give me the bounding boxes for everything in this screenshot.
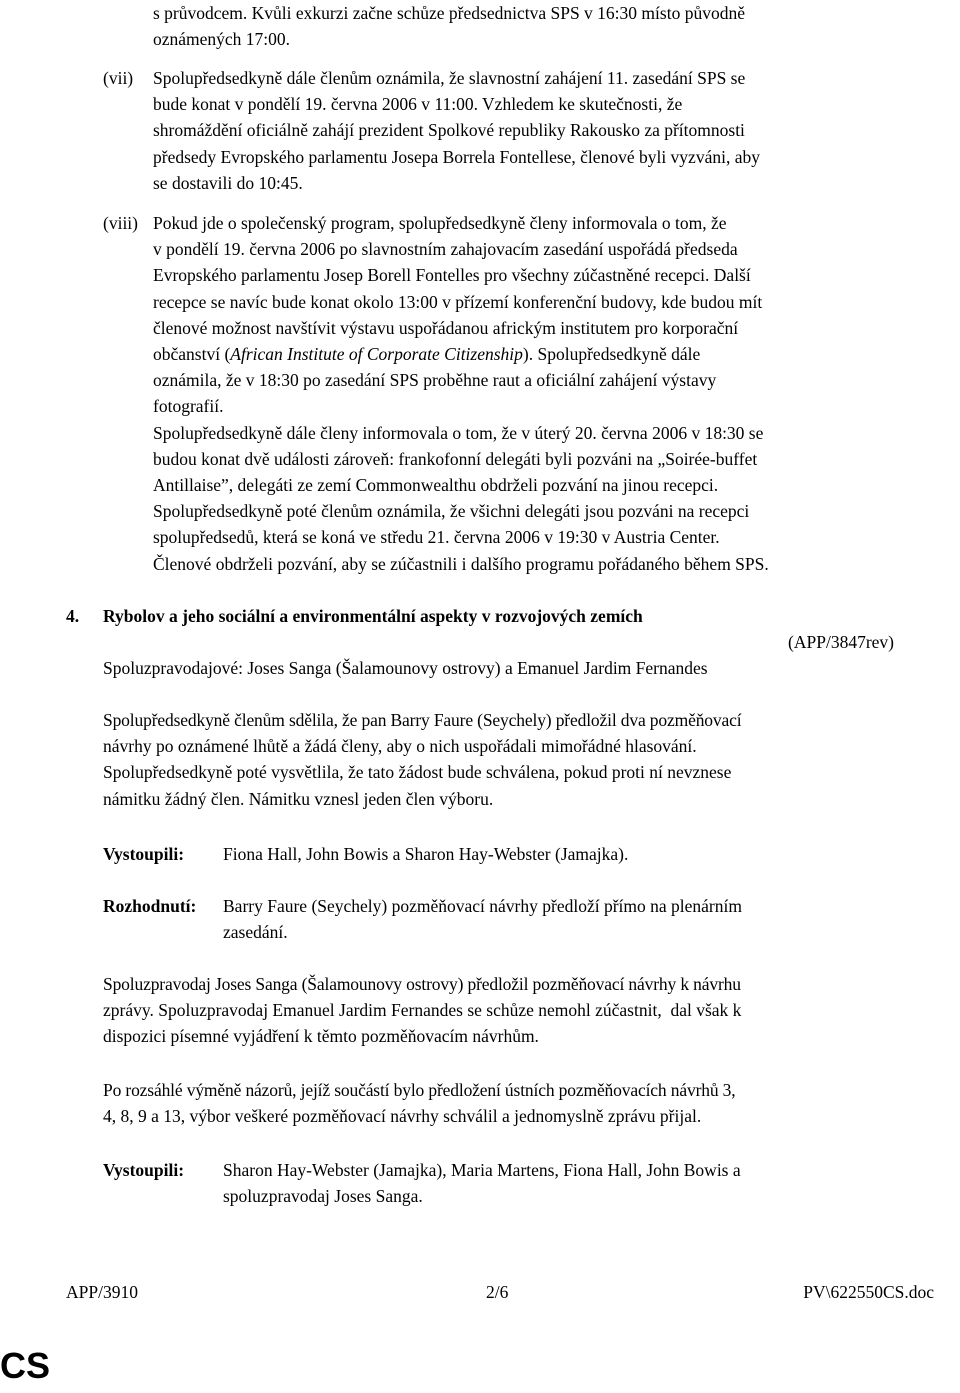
section-title: Rybolov a jeho sociální a environmentální aspekty v rozvojových zemích [103, 606, 643, 626]
text-fragment: občanství ( [153, 344, 231, 365]
text-line: námitku žádný člen. Námitku vznesl jeden člen výboru. [103, 788, 494, 809]
text-line: Spoluzpravodaj Joses Sanga (Šalamounovy ostrovy) předložil pozměňovací návrhy k návrhu [103, 974, 741, 994]
speakers-label: Vystoupili: [103, 1160, 185, 1180]
text-line: Barry Faure (Seychely) pozměňovací návrhy předloží přímo na plenárním [223, 896, 742, 916]
text-line: zprávy. Spoluzpravodaj Emanuel Jardim Fernandes se schůze nemohl zúčastnit, dal však k [103, 1000, 742, 1021]
section4-paragraph-3 [103, 1077, 931, 1129]
text-line: Pokud jde o společenský program, spolupředsedkyně členy informovala o tom, že [153, 213, 727, 233]
speakers-list: Fiona Hall, John Bowis a Sharon Hay-Webster (Jamajka). [223, 844, 629, 864]
text-line: Spolupředsedkyně dále členy informovala o tom, že v úterý 20. června 2006 v 18:30 se [153, 422, 764, 443]
text-line: Po rozsáhlé výměně názorů, jejíž součástí bylo předložení ústních pozměňovacích návrhů 3, [103, 1080, 736, 1100]
document-reference: (APP/3847rev) [788, 632, 894, 652]
text-line-with-italic [153, 341, 931, 367]
text-line: oznámila, že v 18:30 po zasedání SPS proběhne raut a oficiální zahájení výstavy [153, 370, 717, 391]
item-label-vii: (vii) [103, 68, 134, 88]
footer-language-code: CS [0, 1345, 51, 1386]
text-line: dispozici písemné vyjádření k těmto pozměňovacím návrhům. [103, 1026, 539, 1047]
text-line: budou konat dvě události zároveň: frankofonní delegáti byli pozváni na „Soirée-buffet [153, 448, 758, 469]
text-line: shromáždění oficiálně zahájí prezident Spolkové republiky Rakousko za přítomnosti [153, 120, 745, 141]
speakers-list [223, 1157, 931, 1209]
text-fragment: ). Spolupředsedkyně dále [522, 344, 701, 365]
text-line: 4, 8, 9 a 13, výbor veškeré pozměňovací návrhy schválil a jednomyslně zprávu přijal. [103, 1106, 702, 1127]
text-line: Spolupředsedkyně poté členům oznámila, že všichni delegáti jsou pozváni na recepci [153, 501, 750, 522]
text-line: recepce se navíc bude konat okolo 13:00 v přízemí konferenční budovy, kde budou mít [153, 291, 763, 312]
text-line: Členové obdrželi pozvání, aby se zúčastnili i dalšího programu pořádaného během SPS. [153, 553, 769, 574]
text-line: oznámených 17:00. [153, 29, 291, 50]
text-line: se dostavili do 10:45. [153, 172, 303, 193]
text-line: v pondělí 19. června 2006 po slavnostním zahajovacím zasedání uspořádá předseda [153, 239, 738, 260]
section4-paragraph-1 [103, 707, 931, 812]
text-line: zasedání. [223, 922, 288, 943]
rapporteurs-line: Spoluzpravodajové: Joses Sanga (Šalamounovy ostrovy) a Emanuel Jardim Fernandes [103, 658, 708, 678]
intro-paragraph [153, 0, 931, 52]
text-line: předsedy Evropského parlamentu Josepa Borrela Fontellese, členové byli vyzváni, aby [153, 146, 760, 167]
text-line: s průvodcem. Kvůli exkurzi začne schůze předsednictva SPS v 16:30 místo původně [153, 3, 745, 23]
footer-file-name: PV\622550CS.doc [803, 1282, 934, 1302]
item-viii-paragraph [153, 210, 931, 577]
item-label-viii: (viii) [103, 213, 138, 233]
text-line: Evropského parlamentu Josep Borell Fontelles pro všechny zúčastněné recepci. Další [153, 265, 751, 286]
text-line: Spolupředsedkyně poté vysvětlila, že tato žádost bude schválena, pokud proti ní nevznese [103, 762, 732, 783]
section-number: 4. [66, 606, 80, 626]
text-line: spoluzpravodaj Joses Sanga. [223, 1186, 423, 1207]
text-line: spolupředsedů, která se koná ve středu 21. června 2006 v 19:30 v Austria Center. [153, 527, 720, 548]
institute-name: African Institute of Corporate Citizenship [230, 344, 523, 365]
section4-paragraph-2 [103, 971, 931, 1050]
decision-label: Rozhodnutí: [103, 896, 197, 916]
text-line: Spolupředsedkyně členům sdělila, že pan Barry Faure (Seychely) předložil dva pozměňovací [103, 710, 742, 730]
text-line: Spolupředsedkyně dále členům oznámila, že slavnostní zahájení 11. zasedání SPS se [153, 68, 746, 88]
footer-document-code: APP/3910 [66, 1282, 138, 1302]
text-line: Sharon Hay-Webster (Jamajka), Maria Martens, Fiona Hall, John Bowis a [223, 1160, 741, 1180]
text-line: členové možnost navštívit výstavu uspořádanou africkým institutem pro korporační [153, 317, 739, 338]
decision-text [223, 893, 931, 945]
text-line: bude konat v pondělí 19. června 2006 v 11:00. Vzhledem ke skutečnosti, že [153, 94, 683, 115]
text-line: fotografií. [153, 396, 224, 417]
text-line: Antillaise”, delegáti ze zemí Commonwealthu obdrželi pozvání na jinou recepci. [153, 475, 719, 496]
item-vii-paragraph [153, 65, 931, 196]
speakers-label: Vystoupili: [103, 844, 185, 864]
footer-page-number: 2/6 [486, 1282, 509, 1302]
text-line: návrhy po oznámené lhůtě a žádá členy, aby o nich uspořádali mimořádné hlasování. [103, 736, 697, 757]
